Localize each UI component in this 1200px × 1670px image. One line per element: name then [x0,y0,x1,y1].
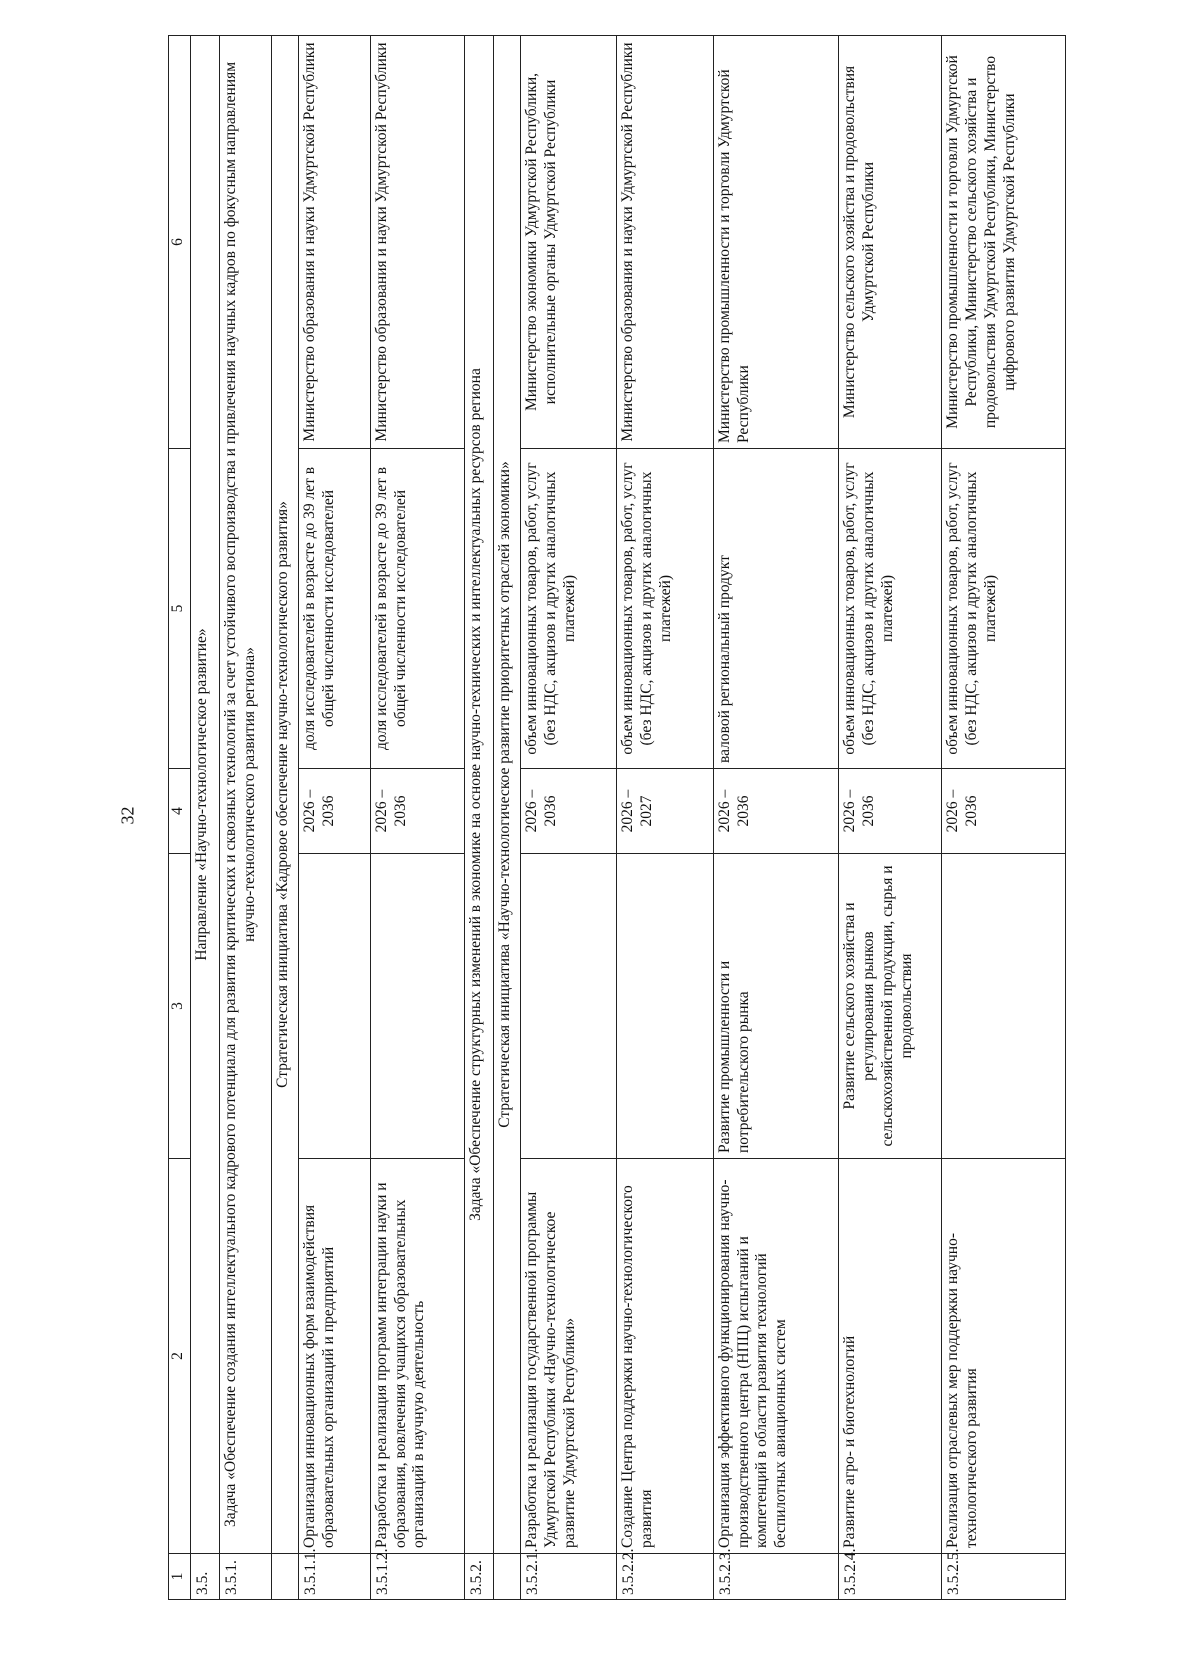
period: 2026 – 2027 [617,769,713,854]
empty-cell [493,1554,520,1600]
program-name: Развитие сельского хозяйства и регулирования рынков сельскохозяйственной продукции, сырья и продовольствия [839,854,942,1159]
header-cell: 3 [169,854,191,1159]
responsible: Министерство образования и науки Удмуртской Республики [617,36,713,449]
measure-name: Разработка и реализация программ интеграции науки и образования, вовлечения учащихся образовательных организаций в научную деятельность [370,1159,464,1554]
indicator: доля исследователей в возрасте до 39 лет в общей численности исследователей [370,449,464,769]
row-number: 3.5.1.2. [370,1554,464,1600]
indicator: объем инновационных товаров, работ, услуг (без НДС, акцизов и других аналогичных платежей) [839,449,942,769]
responsible: Министерство промышленности и торговли Удмуртской Республики [713,36,839,449]
header-cell: 4 [169,769,191,854]
period: 2026 – 2036 [713,769,839,854]
task-title: Задача «Обеспечение структурных изменений в экономике на основе научно-технических и интеллектуальных ресурсов региона [464,36,493,1554]
table-row [520,36,616,1600]
initiative-title: Стратегическая инициатива «Кадровое обеспечение научно-технологического развития» [271,36,298,1554]
header-cell: 6 [169,36,191,449]
measure-name: Развитие агро- и биотехнологий [839,1159,942,1554]
program-name [617,854,713,1159]
header-cell: 1 [169,1554,191,1600]
initiative-row [493,36,520,1600]
row-number: 3.5.2.3. [713,1554,839,1600]
direction-row [191,36,220,1600]
measure-name: Организация эффективного функционирования научно-производственного центра (НПЦ) испытаний и компетенций в области развития технологий беспилотных авиационных систем [713,1159,839,1554]
responsible: Министерство экономики Удмуртской Республики, исполнительные органы Удмуртской Республики [520,36,616,449]
program-name [370,854,464,1159]
task-title: Задача «Обеспечение создания интеллектуального кадрового потенциала для развития критических и сквозных технологий за счет устойчивого воспроизводства и привлечения научных кадров по фокусным направлениям научно-технологического развития региона» [220,36,272,1554]
period: 2026 – 2036 [370,769,464,854]
page-number: 32 [117,806,138,825]
row-number: 3.5.2.4. [839,1554,942,1600]
responsible: Министерство сельского хозяйства и продовольствия Удмуртской Республики [839,36,942,449]
rotated-table-container [168,36,1066,1600]
program-name [298,854,370,1159]
period: 2026 – 2036 [942,769,1066,854]
task-row [464,36,493,1600]
row-number: 3.5. [191,1554,220,1600]
header-row [169,36,191,1600]
program-name [942,854,1066,1159]
row-number: 3.5.2.1. [520,1554,616,1600]
indicator: объем инновационных товаров, работ, услуг (без НДС, акцизов и других аналогичных платежей) [520,449,616,769]
table-row [839,36,942,1600]
indicator: объем инновационных товаров, работ, услуг (без НДС, акцизов и других аналогичных платежей) [942,449,1066,769]
task-row [220,36,272,1600]
strategy-table [168,35,1066,1600]
header-cell: 5 [169,449,191,769]
row-number: 3.5.1.1. [298,1554,370,1600]
period: 2026 – 2036 [298,769,370,854]
row-number: 3.5.1. [220,1554,272,1600]
measure-name: Разработка и реализация государственной программы Удмуртской Республики «Научно-технологическое развитие Удмуртской Республики» [520,1159,616,1554]
measure-name: Организация инновационных форм взаимодействия образовательных организаций и предприятий [298,1159,370,1554]
empty-cell [271,1554,298,1600]
period: 2026 – 2036 [839,769,942,854]
indicator: объем инновационных товаров, работ, услуг (без НДС, акцизов и других аналогичных платежей) [617,449,713,769]
table-row [298,36,370,1600]
responsible: Министерство образования и науки Удмуртской Республики [370,36,464,449]
table-row [617,36,713,1600]
measure-name: Реализация отраслевых мер поддержки научно-технологического развития [942,1159,1066,1554]
initiative-title: Стратегическая инициатива «Научно-технологическое развитие приоритетных отраслей экономики» [493,36,520,1554]
table-row [370,36,464,1600]
direction-title: Направление «Научно-технологическое развитие» [191,36,220,1554]
row-number: 3.5.2.5. [942,1554,1066,1600]
program-name [520,854,616,1159]
responsible: Министерство промышленности и торговли Удмуртской Республики, Министерство сельского хозяйства и продовольствия Удмуртской Республики, Министерство цифрового развития Удмуртской Республики [942,36,1066,449]
program-name: Развитие промышленности и потребительского рынка [713,854,839,1159]
period: 2026 – 2036 [520,769,616,854]
indicator: валовой региональный продукт [713,449,839,769]
row-number: 3.5.2.2. [617,1554,713,1600]
row-number: 3.5.2. [464,1554,493,1600]
indicator: доля исследователей в возрасте до 39 лет в общей численности исследователей [298,449,370,769]
table-row [713,36,839,1600]
measure-name: Создание Центра поддержки научно-технологического развития [617,1159,713,1554]
initiative-row [271,36,298,1600]
responsible: Министерство образования и науки Удмуртской Республики [298,36,370,449]
table-row [942,36,1066,1600]
header-cell: 2 [169,1159,191,1554]
